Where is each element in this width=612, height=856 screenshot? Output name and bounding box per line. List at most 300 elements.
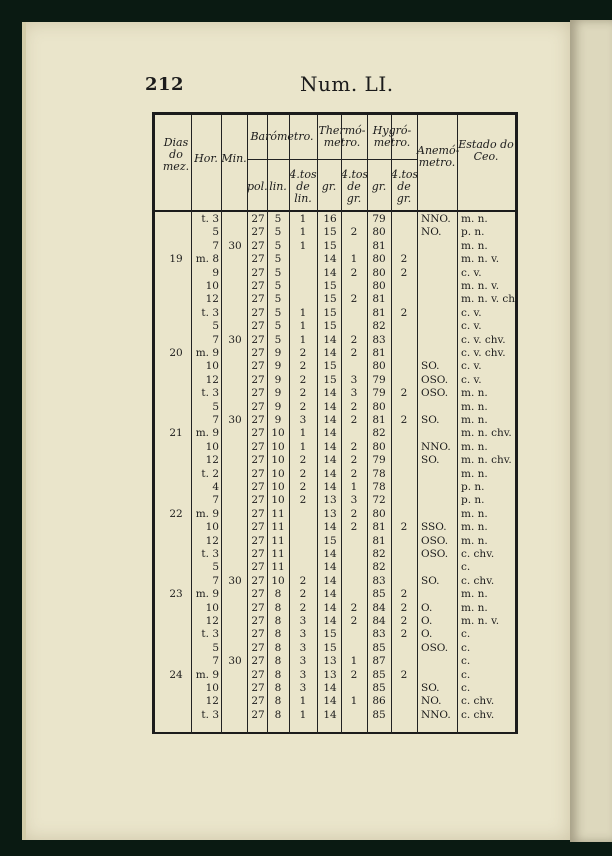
cell-hy: 72 [372, 494, 386, 507]
cell-gr: 14 [323, 481, 337, 493]
cell-qb: 2 [299, 373, 307, 386]
cell-qh: 2 [400, 521, 408, 534]
table-row [155, 708, 515, 724]
cell-es: p. n. [461, 226, 485, 239]
cell-gr: 14 [323, 427, 337, 440]
cell-lin: 10 [271, 454, 285, 467]
cell-gr: 15 [323, 306, 337, 319]
cell-dia: 22 [169, 507, 183, 520]
cell-hy: 83 [372, 574, 386, 587]
cell-gr: 15 [323, 534, 337, 547]
cell-hy: 79 [372, 454, 386, 467]
cell-lin: 8 [274, 695, 282, 708]
cell-gr: 14 [323, 333, 337, 346]
cell-es: c. [461, 628, 471, 641]
cell-lin: 8 [274, 655, 282, 668]
cell-es: c. v. chv. [461, 333, 506, 346]
cell-hor: t. 3 [201, 306, 219, 319]
cell-gr: 13 [323, 494, 337, 507]
cell-gr: 15 [323, 239, 337, 252]
cell-gr: 14 [323, 266, 337, 279]
cell-pol: 27 [251, 253, 265, 266]
page-number: 212 [145, 74, 185, 95]
cell-es: m. n. [461, 213, 488, 225]
cell-qt: 1 [350, 695, 358, 708]
cell-qt: 1 [350, 253, 358, 266]
header-estado: Estado do Ceo. [458, 138, 514, 163]
cell-hy: 80 [372, 226, 386, 239]
cell-hor: 7 [212, 655, 219, 668]
cell-es: m. n. [461, 387, 488, 400]
cell-qb: 3 [299, 641, 307, 654]
cell-pol: 27 [251, 373, 265, 386]
cell-pol: 27 [251, 601, 265, 614]
cell-gr: 14 [323, 588, 337, 601]
cell-qt: 2 [350, 333, 358, 346]
cell-an: SO. [421, 454, 440, 467]
cell-lin: 9 [274, 360, 282, 373]
cell-lin: 8 [274, 615, 282, 627]
page-title: Num. LI. [300, 72, 394, 96]
cell-gr: 13 [323, 668, 337, 681]
cell-lin: 11 [271, 507, 285, 520]
cell-dia: 20 [169, 347, 183, 359]
header-lin: lin. [269, 180, 287, 193]
header-gr: gr. [321, 180, 337, 193]
cell-lin: 9 [274, 347, 282, 359]
cell-pol: 27 [251, 400, 265, 413]
cell-es: c. v. [461, 266, 482, 279]
cell-es: c. [461, 655, 471, 668]
cell-lin: 5 [274, 293, 282, 306]
cell-gr: 14 [323, 387, 337, 400]
cell-hy: 85 [372, 668, 386, 681]
header-quartos-gr: 4.tos de gr. [341, 168, 369, 205]
cell-gr: 15 [323, 320, 337, 333]
cell-pol: 27 [251, 695, 265, 708]
cell-pol: 27 [251, 427, 265, 440]
cell-hy: 78 [372, 467, 386, 480]
cell-pol: 27 [251, 507, 265, 520]
cell-es: c. [461, 668, 471, 681]
cell-qt: 2 [350, 521, 358, 534]
cell-qh: 2 [400, 414, 408, 426]
cell-hor: t. 3 [201, 213, 219, 225]
cell-qb: 2 [299, 494, 307, 507]
cell-hor: t. 3 [201, 548, 219, 560]
cell-es: m. n. [461, 440, 488, 453]
header-pol: pol. [247, 180, 268, 193]
cell-lin: 11 [271, 561, 285, 574]
header-thermometro: Thermó-metro. [318, 124, 366, 149]
cell-lin: 10 [271, 574, 285, 587]
cell-qt: 2 [350, 440, 358, 453]
cell-es: c. v. [461, 360, 482, 373]
cell-es: m. n. chv. [461, 427, 512, 440]
cell-qb: 2 [299, 588, 307, 601]
cell-gr: 14 [323, 548, 337, 560]
cell-qt: 3 [350, 494, 358, 507]
cell-hor: t. 2 [201, 467, 219, 480]
cell-hy: 80 [372, 266, 386, 279]
cell-pol: 27 [251, 213, 265, 225]
cell-hy: 84 [372, 601, 386, 614]
cell-gr: 14 [323, 521, 337, 534]
cell-hor: t. 3 [201, 387, 219, 400]
cell-qb: 1 [299, 213, 307, 225]
cell-pol: 27 [251, 641, 265, 654]
cell-lin: 5 [274, 266, 282, 279]
cell-hy: 80 [372, 360, 386, 373]
cell-gr: 14 [323, 467, 337, 480]
cell-qb: 3 [299, 615, 307, 627]
cell-qb: 1 [299, 708, 307, 721]
cell-hor: m. 9 [195, 427, 219, 440]
cell-qt: 2 [350, 507, 358, 520]
page-gutter [22, 22, 26, 840]
cell-qb: 3 [299, 414, 307, 426]
cell-hy: 80 [372, 507, 386, 520]
cell-es: c. chv. [461, 548, 495, 560]
facing-page [570, 20, 612, 842]
cell-qb: 2 [299, 454, 307, 467]
cell-es: c. v. [461, 320, 482, 333]
cell-es: m. n. [461, 414, 488, 426]
cell-qb: 3 [299, 628, 307, 641]
cell-qt: 2 [350, 293, 358, 306]
cell-hor: 12 [205, 534, 219, 547]
cell-hy: 82 [372, 320, 386, 333]
cell-an: SO. [421, 360, 440, 373]
cell-es: m. n. v. [461, 280, 500, 292]
cell-qh: 2 [400, 615, 408, 627]
cell-an: OSO. [421, 387, 449, 400]
cell-an: SO. [421, 414, 440, 426]
cell-an: O. [421, 628, 433, 641]
cell-lin: 8 [274, 641, 282, 654]
cell-pol: 27 [251, 561, 265, 574]
cell-pol: 27 [251, 534, 265, 547]
cell-pol: 27 [251, 668, 265, 681]
cell-hor: 5 [212, 641, 219, 654]
cell-hor: 12 [205, 373, 219, 386]
cell-qb: 2 [299, 387, 307, 400]
cell-pol: 27 [251, 615, 265, 627]
cell-dia: 19 [169, 253, 183, 266]
cell-pol: 27 [251, 548, 265, 560]
cell-pol: 27 [251, 226, 265, 239]
cell-qh: 2 [400, 588, 408, 601]
cell-hor: 5 [212, 561, 219, 574]
cell-hor: 7 [212, 494, 219, 507]
cell-hor: m. 9 [195, 668, 219, 681]
cell-hy: 85 [372, 708, 386, 721]
cell-lin: 8 [274, 682, 282, 694]
cell-hor: 12 [205, 454, 219, 467]
cell-hor: 12 [205, 615, 219, 627]
cell-hy: 81 [372, 239, 386, 252]
cell-es: m. n. [461, 239, 488, 252]
cell-hor: 10 [205, 280, 219, 292]
cell-qb: 3 [299, 655, 307, 668]
cell-qt: 2 [350, 615, 358, 627]
header-hygrometro: Hygró-metro. [372, 124, 412, 149]
cell-es: c. [461, 682, 471, 694]
cell-dia: 21 [169, 427, 183, 440]
cell-gr: 15 [323, 360, 337, 373]
cell-hor: m. 9 [195, 347, 219, 359]
cell-lin: 8 [274, 708, 282, 721]
cell-an: OSO. [421, 548, 449, 560]
cell-pol: 27 [251, 347, 265, 359]
header-min: Min. [221, 152, 247, 165]
cell-lin: 5 [274, 253, 282, 266]
cell-hy: 85 [372, 682, 386, 694]
cell-lin: 5 [274, 226, 282, 239]
cell-lin: 10 [271, 481, 285, 493]
cell-gr: 14 [323, 615, 337, 627]
cell-hy: 79 [372, 213, 386, 225]
cell-lin: 8 [274, 588, 282, 601]
cell-es: m. n. [461, 601, 488, 614]
cell-pol: 27 [251, 454, 265, 467]
cell-min: 30 [228, 574, 242, 587]
cell-es: m. n. [461, 400, 488, 413]
cell-lin: 5 [274, 280, 282, 292]
cell-hy: 80 [372, 253, 386, 266]
cell-gr: 14 [323, 682, 337, 694]
cell-hor: 7 [212, 574, 219, 587]
cell-qb: 2 [299, 467, 307, 480]
cell-an: OSO. [421, 641, 449, 654]
cell-an: NNO. [421, 213, 451, 225]
cell-gr: 14 [323, 574, 337, 587]
cell-an: O. [421, 601, 433, 614]
cell-hor: t. 3 [201, 628, 219, 641]
cell-qb: 2 [299, 400, 307, 413]
cell-gr: 13 [323, 507, 337, 520]
cell-lin: 11 [271, 534, 285, 547]
cell-gr: 15 [323, 628, 337, 641]
cell-lin: 9 [274, 387, 282, 400]
cell-gr: 14 [323, 253, 337, 266]
cell-gr: 14 [323, 400, 337, 413]
cell-es: m. n. v. ch. [461, 293, 519, 306]
cell-an: OSO. [421, 534, 449, 547]
cell-lin: 10 [271, 467, 285, 480]
cell-es: m. n. [461, 521, 488, 534]
cell-hor: m. 9 [195, 588, 219, 601]
cell-hor: 12 [205, 293, 219, 306]
cell-qt: 3 [350, 373, 358, 386]
cell-hor: 7 [212, 239, 219, 252]
cell-hy: 81 [372, 414, 386, 426]
cell-min: 30 [228, 239, 242, 252]
cell-qh: 2 [400, 253, 408, 266]
cell-pol: 27 [251, 708, 265, 721]
cell-qt: 2 [350, 668, 358, 681]
cell-qt: 2 [350, 414, 358, 426]
cell-es: c. v. [461, 373, 482, 386]
cell-hy: 78 [372, 481, 386, 493]
cell-es: m. n. [461, 588, 488, 601]
cell-qt: 1 [350, 481, 358, 493]
header-hy-gr: gr. [371, 180, 387, 193]
cell-qh: 2 [400, 266, 408, 279]
cell-hy: 81 [372, 293, 386, 306]
cell-es: p. n. [461, 494, 485, 507]
cell-pol: 27 [251, 266, 265, 279]
cell-hy: 79 [372, 373, 386, 386]
cell-dia: 23 [169, 588, 183, 601]
cell-an: SSO. [421, 521, 447, 534]
cell-qh: 2 [400, 668, 408, 681]
cell-qb: 1 [299, 427, 307, 440]
cell-hor: 10 [205, 440, 219, 453]
cell-lin: 11 [271, 521, 285, 534]
cell-qb: 2 [299, 601, 307, 614]
cell-hy: 79 [372, 387, 386, 400]
cell-qt: 2 [350, 400, 358, 413]
cell-lin: 10 [271, 440, 285, 453]
cell-qh: 2 [400, 306, 408, 319]
cell-lin: 10 [271, 494, 285, 507]
cell-pol: 27 [251, 655, 265, 668]
header-hor: Hor. [194, 152, 218, 165]
cell-gr: 14 [323, 601, 337, 614]
cell-min: 30 [228, 655, 242, 668]
cell-gr: 14 [323, 440, 337, 453]
cell-pol: 27 [251, 333, 265, 346]
cell-hy: 81 [372, 521, 386, 534]
cell-hy: 82 [372, 548, 386, 560]
cell-gr: 14 [323, 454, 337, 467]
cell-es: m. n. chv. [461, 454, 512, 467]
cell-pol: 27 [251, 521, 265, 534]
cell-gr: 15 [323, 641, 337, 654]
table-header [155, 115, 515, 212]
cell-hy: 83 [372, 628, 386, 641]
header-quartos-lin: 4.tos de lin. [289, 168, 317, 205]
cell-qh: 2 [400, 628, 408, 641]
cell-hor: 4 [212, 481, 219, 493]
cell-gr: 14 [323, 561, 337, 574]
cell-pol: 27 [251, 387, 265, 400]
cell-qb: 2 [299, 574, 307, 587]
cell-hor: 7 [212, 333, 219, 346]
cell-hor: 10 [205, 360, 219, 373]
cell-lin: 10 [271, 427, 285, 440]
cell-es: c. [461, 641, 471, 654]
cell-qb: 1 [299, 239, 307, 252]
cell-hor: 9 [212, 266, 219, 279]
cell-hy: 81 [372, 534, 386, 547]
cell-es: m. n. [461, 467, 488, 480]
cell-an: NO. [421, 695, 442, 708]
cell-gr: 13 [323, 655, 337, 668]
cell-hy: 87 [372, 655, 386, 668]
cell-lin: 8 [274, 668, 282, 681]
cell-hor: 5 [212, 400, 219, 413]
cell-qb: 1 [299, 440, 307, 453]
cell-hor: m. 8 [195, 253, 219, 266]
cell-pol: 27 [251, 360, 265, 373]
cell-hy: 84 [372, 615, 386, 627]
cell-lin: 5 [274, 306, 282, 319]
cell-hy: 85 [372, 588, 386, 601]
cell-hor: 12 [205, 695, 219, 708]
cell-es: m. n. v. [461, 615, 500, 627]
cell-pol: 27 [251, 682, 265, 694]
cell-qb: 1 [299, 333, 307, 346]
cell-pol: 27 [251, 414, 265, 426]
cell-an: O. [421, 615, 433, 627]
cell-es: m. n. [461, 507, 488, 520]
cell-hor: 5 [212, 320, 219, 333]
cell-qb: 3 [299, 668, 307, 681]
cell-es: c. v. [461, 306, 482, 319]
cell-an: NO. [421, 226, 442, 239]
cell-gr: 14 [323, 708, 337, 721]
cell-hor: 10 [205, 521, 219, 534]
cell-hor: t. 3 [201, 708, 219, 721]
cell-gr: 14 [323, 347, 337, 359]
cell-qt: 2 [350, 601, 358, 614]
cell-an: SO. [421, 574, 440, 587]
cell-gr: 14 [323, 695, 337, 708]
cell-hy: 82 [372, 427, 386, 440]
cell-lin: 5 [274, 333, 282, 346]
cell-qt: 2 [350, 454, 358, 467]
header-barometro: Barómetro. [250, 130, 314, 143]
cell-pol: 27 [251, 440, 265, 453]
cell-es: m. n. [461, 534, 488, 547]
cell-hy: 83 [372, 333, 386, 346]
header-anemometro: Anemó-metro. [417, 144, 460, 169]
cell-qb: 3 [299, 682, 307, 694]
cell-dia: 24 [169, 668, 183, 681]
cell-hy: 81 [372, 306, 386, 319]
cell-an: NNO. [421, 708, 451, 721]
cell-es: c. v. chv. [461, 347, 506, 359]
cell-qt: 2 [350, 467, 358, 480]
cell-qt: 2 [350, 347, 358, 359]
cell-hor: 10 [205, 682, 219, 694]
cell-lin: 5 [274, 320, 282, 333]
cell-gr: 14 [323, 414, 337, 426]
cell-pol: 27 [251, 280, 265, 292]
cell-es: m. n. v. [461, 253, 500, 266]
cell-lin: 9 [274, 400, 282, 413]
cell-hy: 82 [372, 561, 386, 574]
cell-min: 30 [228, 414, 242, 426]
cell-gr: 15 [323, 280, 337, 292]
cell-pol: 27 [251, 574, 265, 587]
cell-gr: 15 [323, 373, 337, 386]
cell-qb: 1 [299, 226, 307, 239]
cell-an: NNO. [421, 440, 451, 453]
cell-qt: 2 [350, 266, 358, 279]
cell-pol: 27 [251, 306, 265, 319]
cell-qb: 1 [299, 695, 307, 708]
header-dias: Dias do mez. [162, 136, 190, 173]
cell-es: c. chv. [461, 695, 495, 708]
cell-an: OSO. [421, 373, 449, 386]
cell-pol: 27 [251, 481, 265, 493]
cell-qb: 2 [299, 347, 307, 359]
cell-qb: 1 [299, 306, 307, 319]
cell-qb: 2 [299, 481, 307, 493]
